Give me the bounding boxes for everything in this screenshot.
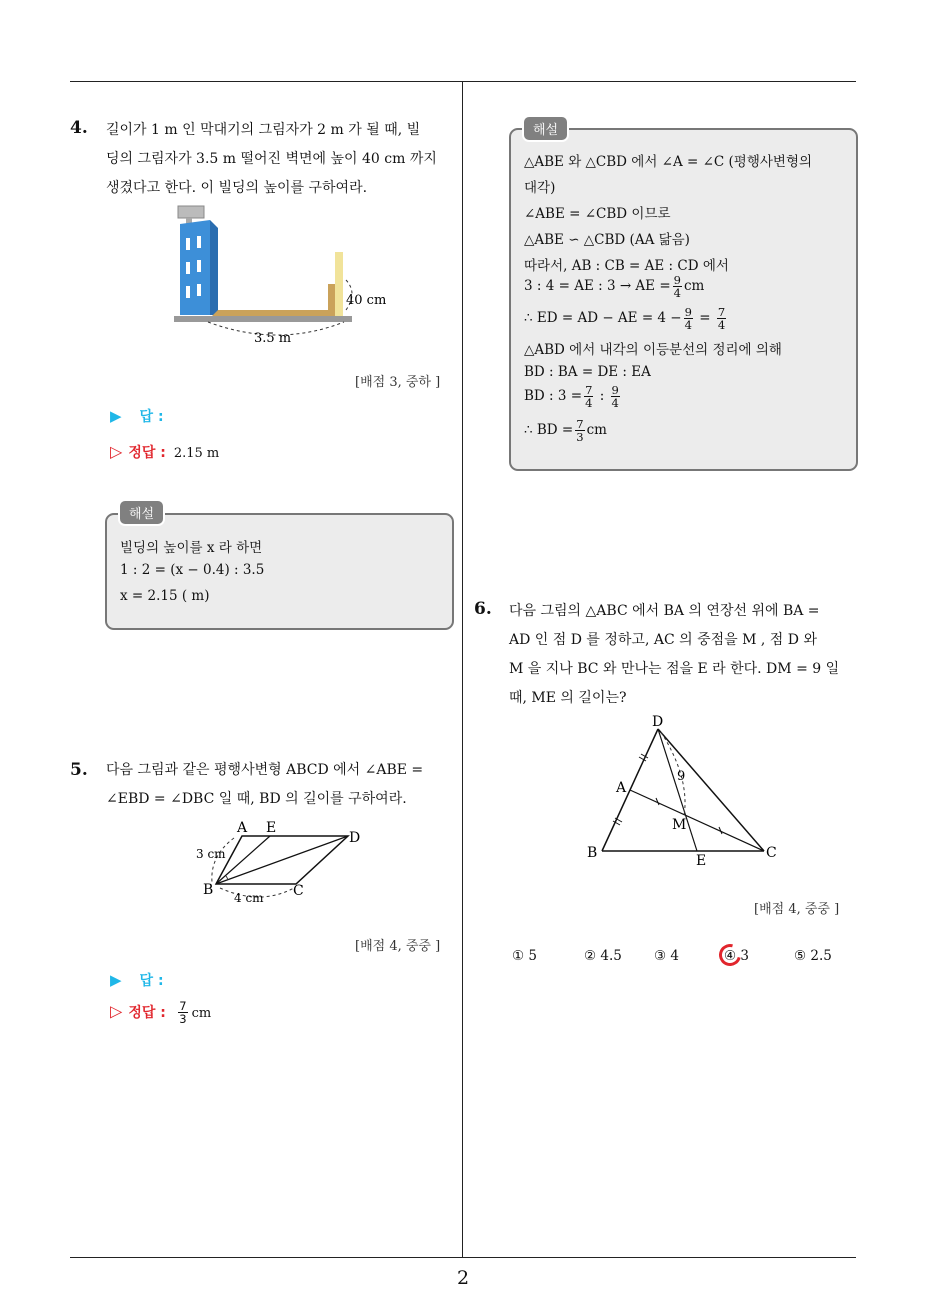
q4-building-figure [168, 198, 398, 348]
q5-solution-box [509, 128, 858, 471]
q5-meta: [배점 4, 중중 ] [355, 939, 441, 954]
selected-circle-icon [715, 940, 745, 970]
q5-line: ∠EBD = ∠DBC 일 때, BD 의 길이를 구하여라. [106, 791, 407, 807]
correct-unit: cm [191, 1005, 212, 1021]
point-e: E [696, 853, 707, 868]
column-divider [462, 82, 463, 1258]
q6-triangle-figure [580, 708, 790, 868]
q5-parallelogram-figure [190, 816, 370, 911]
solution-line: 빌딩의 높이를 x 라 하면 [120, 540, 263, 556]
q5-line: 다음 그림과 같은 평행사변형 ABCD 에서 ∠ABE = [106, 762, 424, 778]
point-m: M [672, 817, 687, 833]
correct-label: 정답 : [128, 1004, 166, 1021]
q6-line: 다음 그림의 △ABC 에서 BA 의 연장선 위에 BA = [509, 603, 820, 619]
shadow-label: 3.5 m [254, 331, 292, 346]
solution-line: △ABD 에서 내각의 이등분선의 정리에 의해 [524, 342, 782, 358]
top-rule [70, 81, 856, 82]
side-ab-label: 3 cm [196, 847, 226, 861]
solution-line: BD : 3 = $\frac{7}{4}$ : $\frac{9}{4}$ [524, 383, 619, 410]
q6-line: M 을 지나 BC 와 만나는 점을 E 라 한다. DM = 9 일 [509, 661, 840, 677]
choice-1[interactable]: ① 5 [512, 948, 537, 964]
solution-line: ∴ ED = AD − AE = 4 − $\frac{9}{4}$ = $\frac{7}{4}$ [524, 305, 726, 332]
wall [335, 252, 343, 316]
dm-label: 9 [677, 769, 686, 784]
q4-line: 생겼다고 한다. 이 빌딩의 높이를 구하여라. [106, 180, 368, 196]
point-b: B [587, 845, 598, 861]
q4-number: 4. [70, 118, 88, 138]
point-c: C [766, 845, 777, 861]
rooftop-sign [178, 206, 204, 218]
q5-text [106, 756, 423, 814]
point-d: D [349, 830, 361, 846]
q6-meta: [배점 4, 중중 ] [754, 902, 840, 917]
answer-label: 답 : [139, 409, 164, 425]
point-b: B [203, 882, 214, 898]
q4-line: 길이가 1 m 인 막대기의 그림자가 2 m 가 될 때, 빌 [106, 122, 421, 138]
ground [174, 316, 352, 322]
q6-line: AD 인 점 D 를 정하고, AC 의 중점을 M , 점 D 와 [509, 632, 817, 648]
q4-answer-row [110, 406, 164, 426]
solution-line: x = 2.15 ( m) [120, 588, 210, 604]
q5-number: 5. [70, 760, 88, 780]
q6-line: 때, ME 의 길이는? [509, 690, 627, 706]
q6-text [509, 597, 839, 713]
solution-line: △ABE 와 △CBD 에서 ∠A = ∠C (평행사변형의 [524, 154, 813, 170]
q4-line: 딩의 그림자가 3.5 m 떨어진 벽면에 높이 40 cm 까지 [106, 151, 437, 167]
choice-2[interactable]: ② 4.5 [584, 948, 622, 964]
bottom-rule [70, 1257, 856, 1258]
choice-5[interactable]: ⑤ 2.5 [794, 948, 832, 964]
q4-solution-box [105, 513, 454, 630]
q4-solution-tab: 해설 [118, 499, 165, 526]
solution-line: 대각) [524, 180, 556, 196]
solution-line: 3 : 4 = AE : 3 → AE = $\frac{9}{4}$ cm [524, 273, 705, 300]
correct-fraction: $\frac{7}{3}$ [179, 999, 187, 1026]
q5-correct-row [110, 1000, 211, 1025]
solution-line: ∴ BD = $\frac{7}{3}$ cm [524, 417, 607, 444]
point-a: A [616, 780, 627, 796]
building-front [180, 220, 210, 315]
q5-solution-tab: 해설 [522, 115, 569, 142]
q4-correct-row [110, 442, 219, 462]
play-outline-icon: ▷ [110, 1001, 123, 1021]
solution-line: 1 : 2 = (x − 0.4) : 3.5 [120, 562, 265, 578]
height-label: 40 cm [346, 293, 387, 308]
shadow-ground [212, 310, 336, 316]
q5-answer-row [110, 970, 164, 990]
point-e: E [266, 820, 277, 836]
play-outline-icon: ▷ [110, 442, 123, 461]
point-d: D [652, 714, 664, 730]
point-a: A [237, 820, 248, 836]
q4-text [106, 116, 437, 203]
correct-value: 2.15 m [173, 446, 220, 461]
answer-label: 답 : [139, 973, 164, 989]
shadow-wall [328, 284, 336, 316]
side-bc-label: 4 cm [234, 891, 264, 905]
choice-3[interactable]: ③ 4 [654, 948, 679, 964]
building-side [210, 220, 218, 315]
choice-4-selected[interactable]: ④ 3 [724, 948, 749, 964]
correct-label: 정답 : [128, 445, 166, 461]
point-c: C [293, 883, 304, 899]
solution-line: BD : BA = DE : EA [524, 364, 651, 380]
solution-line: △ABE ∽ △CBD (AA 닮음) [524, 232, 690, 248]
play-icon: ▶ [110, 407, 122, 425]
solution-line: 따라서, AB : CB = AE : CD 에서 [524, 258, 729, 274]
page-number: 2 [456, 1267, 470, 1289]
q6-number: 6. [474, 599, 492, 619]
play-icon: ▶ [110, 971, 122, 989]
solution-line: ∠ABE = ∠CBD 이므로 [524, 206, 671, 222]
q4-meta: [배점 3, 중하 ] [355, 375, 441, 390]
